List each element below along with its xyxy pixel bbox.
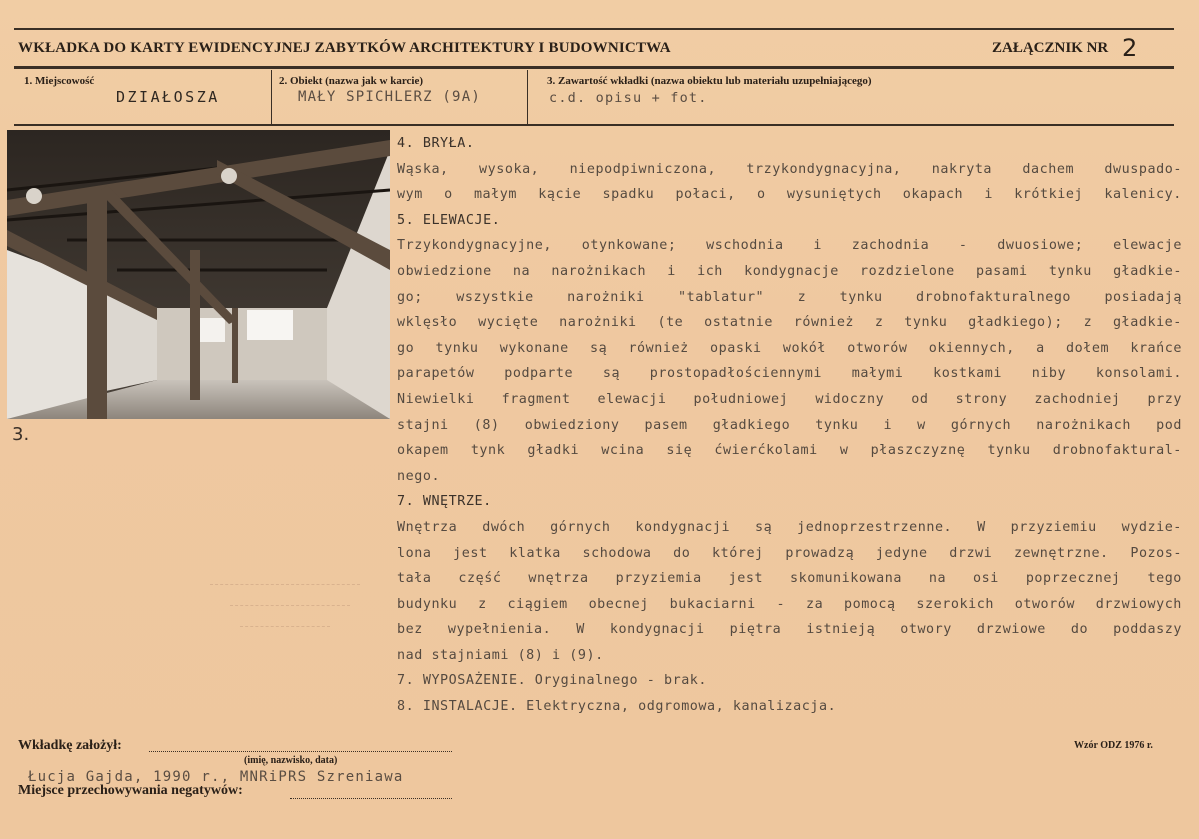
contents-label: 3. Zawartość wkładki (nazwa obiektu lub materiału uzupełniającego): [547, 75, 872, 87]
section-heading: 7. WNĘTRZE.: [397, 494, 492, 510]
annex-number: 2: [1122, 34, 1138, 62]
description-line: okapem tynk gładki wcina się ćwierćkolami w płaszczyznę tynku drobnofaktural-: [397, 443, 1182, 459]
photo-illustration: [7, 130, 390, 419]
header-rule: [14, 66, 1174, 69]
card-title: WKŁADKA DO KARTY EWIDENCYJNEJ ZABYTKÓW ARCHITEKTURY I BUDOWNICTWA: [18, 40, 671, 56]
description-line: wklęsło wycięte narożniki (te ostatnie również z tynku gładkiego); z gładkie-: [397, 315, 1182, 331]
description-line: 8. INSTALACJE. Elektryczna, odgromowa, kanalizacja.: [397, 699, 837, 715]
contents-value: c.d. opisu + fot.: [549, 90, 708, 106]
founder-value: Łucja Gajda, 1990 r., MNRiPRS Szreniawa: [28, 769, 404, 785]
top-rule: [14, 28, 1174, 30]
form-code: Wzór ODZ 1976 r.: [1074, 740, 1153, 751]
description-line: parapetów podparte są prostopadłościennymi małymi kostkami niby konsolami.: [397, 366, 1182, 382]
annex-label: ZAŁĄCZNIK NR: [992, 40, 1109, 56]
founder-dotted-line: [149, 751, 452, 752]
place-label: 1. Miejscowość: [24, 75, 95, 87]
fields-bottom-rule: [14, 124, 1174, 126]
description-line: go; wszystkie narożniki "tablatur" z tynku drobnofakturalnego posiadają: [397, 289, 1182, 305]
stamp-bleed-through: [210, 570, 380, 640]
photo-number: 3.: [12, 424, 30, 445]
description-line: tała część wnętrza przyziemia jest skomunikowana na osi poprzecznej tego: [397, 571, 1182, 587]
negatives-dotted-line: [290, 798, 452, 799]
description-line: Wąska, wysoka, niepodpiwniczona, trzykondygnacyjna, nakryta dachem dwuspado-: [397, 161, 1182, 177]
description-line: Wnętrza dwóch górnych kondygnacji są jednoprzestrzenne. W przyziemiu wydzie-: [397, 519, 1182, 535]
section-heading: 4. BRYŁA.: [397, 136, 475, 151]
attic-interior-photo: [7, 130, 390, 419]
section-heading: 5. ELEWACJE.: [397, 212, 501, 228]
object-value: MAŁY SPICHLERZ (9A): [298, 89, 481, 105]
description-line: budynku z ciągiem obecnej bukaciarni - za pomocą szerokich otworów drzwiowych: [397, 596, 1182, 612]
description-line: wym o małym kącie spadku połaci, o wysuniętych okapach i krótkiej kalenicy.: [397, 187, 1182, 203]
founder-label: Wkładkę założył:: [18, 738, 122, 753]
negatives-label: Miejsce przechowywania negatywów:: [18, 783, 243, 798]
description-text: [397, 131, 1182, 720]
description-line: Trzykondygnacyjne, otynkowane; wschodnia i zachodnia - dwuosiowe; elewacje: [397, 238, 1182, 254]
object-label: 2. Obiekt (nazwa jak w karcie): [279, 75, 424, 87]
field-divider-1: [271, 70, 272, 124]
description-line: Niewielki fragment elewacji południowej widoczny od strony zachodniej przy: [397, 391, 1182, 407]
founder-hint: (imię, nazwisko, data): [244, 755, 338, 766]
description-line: lona jest klatka schodowa do której prowadzą jedyne drzwi zewnętrzne. Pozos-: [397, 545, 1182, 561]
field-divider-2: [527, 70, 528, 124]
description-line: nad stajniami (8) i (9).: [397, 647, 604, 663]
description-line: nego.: [397, 468, 441, 484]
description-line: 7. WYPOSAŻENIE. Oryginalnego - brak.: [397, 673, 708, 689]
description-line: stajni (8) obwiedziony pasem gładkiego tynku i w górnych narożnikach pod: [397, 417, 1182, 433]
description-line: bez wypełnienia. W kondygnacji piętra istnieją otwory drzwiowe do poddaszy: [397, 622, 1182, 638]
description-line: obwiedzione na narożnikach i ich kondygnacje rozdzielone pasami tynku gładkie-: [397, 263, 1182, 279]
place-value: DZIAŁOSZA: [116, 88, 220, 106]
description-line: go tynku wykonane są również opaski wokół otworów okiennych, a dołem krańce: [397, 340, 1182, 356]
